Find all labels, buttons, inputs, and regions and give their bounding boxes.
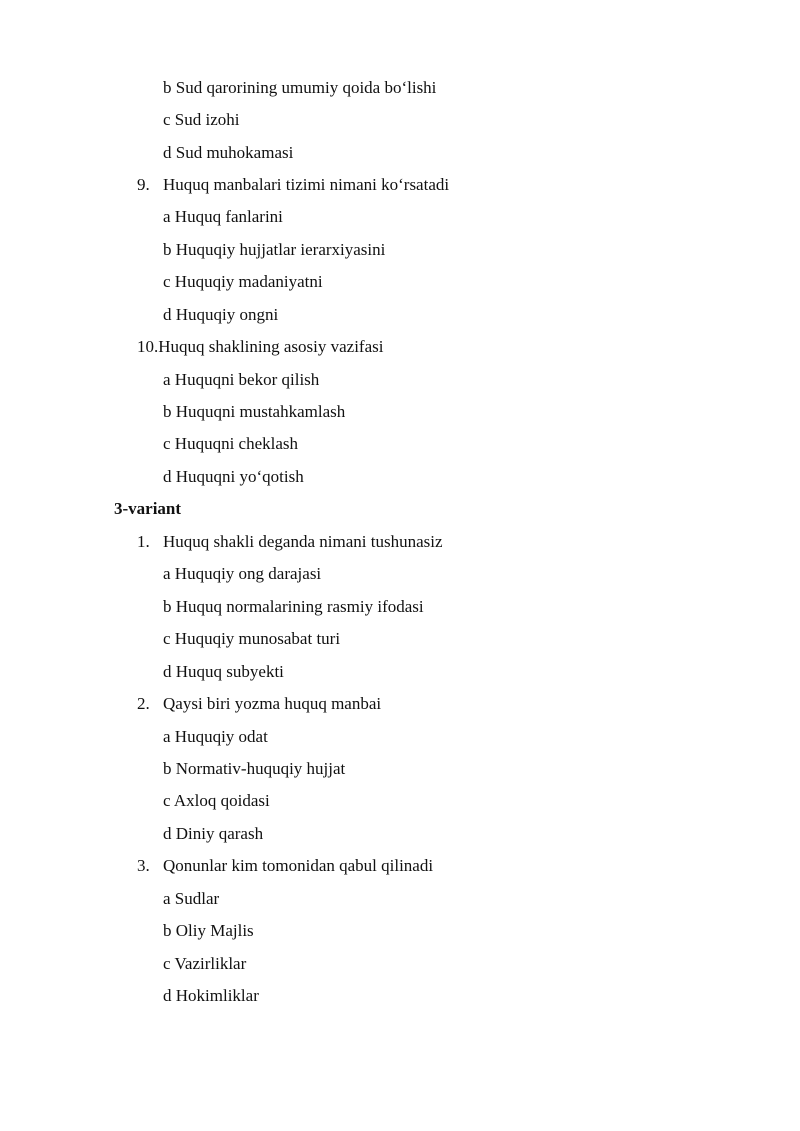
option-letter: c	[163, 110, 171, 129]
question-number: 1.	[137, 532, 150, 551]
option-text: Sudlar	[174, 889, 220, 908]
option-item	[163, 888, 219, 910]
question-text: Qonunlar kim tomonidan qabul qilinadi	[163, 856, 434, 875]
option-item	[163, 823, 263, 845]
option-letter: a	[163, 889, 171, 908]
option-text: Huquqiy hujjatlar ierarxiyasini	[175, 240, 386, 259]
question-number: 3.	[137, 856, 150, 875]
option-item	[163, 790, 270, 812]
option-letter: b	[163, 597, 172, 616]
option-text: Huquqiy odat	[174, 727, 268, 746]
question-item	[137, 855, 433, 877]
option-letter: a	[163, 370, 171, 389]
option-item	[163, 401, 345, 423]
option-text: Axloq qoidasi	[173, 791, 270, 810]
option-letter: a	[163, 564, 171, 583]
option-letter: b	[163, 759, 172, 778]
option-item	[163, 206, 283, 228]
question-text: Qaysi biri yozma huquq manbai	[163, 694, 382, 713]
option-text: Huquqiy munosabat turi	[174, 629, 341, 648]
option-text: Huquqni mustahkamlash	[175, 402, 346, 421]
option-letter: d	[163, 662, 172, 681]
option-letter: d	[163, 986, 172, 1005]
option-item	[163, 466, 304, 488]
question-number: 2.	[137, 694, 150, 713]
option-text: Sud izohi	[174, 110, 240, 129]
option-item	[163, 758, 345, 780]
option-text: Huquq fanlarini	[174, 207, 283, 226]
question-text: Huquq shaklining asosiy vazifasi	[158, 337, 384, 356]
question-text: Huquq manbalari tizimi nimani ko‘rsatadi	[163, 175, 450, 194]
option-letter: d	[163, 143, 172, 162]
option-letter: d	[163, 467, 172, 486]
option-letter: c	[163, 272, 171, 291]
option-text: Huquq normalarining rasmiy ifodasi	[175, 597, 424, 616]
question-item	[120, 174, 449, 196]
option-item	[163, 369, 319, 391]
option-letter: b	[163, 402, 172, 421]
option-item	[163, 304, 278, 326]
option-text: Vazirliklar	[174, 954, 247, 973]
option-text: Huquq subyekti	[175, 662, 284, 681]
option-item	[163, 596, 424, 618]
option-text: Huquqiy ong darajasi	[174, 564, 322, 583]
option-letter: c	[163, 629, 171, 648]
option-text: Diniy qarash	[175, 824, 264, 843]
option-item	[163, 142, 293, 164]
option-item	[163, 726, 268, 748]
option-item	[163, 953, 246, 975]
option-letter: b	[163, 78, 172, 97]
question-text: Huquq shakli deganda nimani tushunasiz	[163, 532, 443, 551]
option-item	[163, 920, 254, 942]
option-text: Sud qarorining umumiy qoida bo‘lishi	[175, 78, 437, 97]
option-letter: c	[163, 954, 171, 973]
question-number: 9.	[137, 175, 150, 194]
option-text: Sud muhokamasi	[175, 143, 294, 162]
option-item	[163, 239, 385, 261]
option-text: Huquqiy madaniyatni	[174, 272, 323, 291]
question-item	[137, 693, 381, 715]
section-heading: 3-variant	[114, 499, 182, 518]
option-item	[163, 433, 298, 455]
option-item	[163, 77, 436, 99]
option-item	[163, 271, 323, 293]
option-text: Normativ-huquqiy hujjat	[175, 759, 346, 778]
option-letter: d	[163, 305, 172, 324]
option-text: Huquqni bekor qilish	[174, 370, 320, 389]
option-letter: c	[163, 791, 171, 810]
option-letter: b	[163, 921, 172, 940]
option-letter: b	[163, 240, 172, 259]
option-text: Huquqni cheklash	[174, 434, 299, 453]
question-item	[137, 531, 443, 553]
option-letter: d	[163, 824, 172, 843]
option-item	[163, 985, 259, 1007]
question-number: 10.	[137, 337, 159, 356]
option-letter: c	[163, 434, 171, 453]
option-item	[163, 628, 340, 650]
option-item	[163, 661, 284, 683]
option-letter: a	[163, 727, 171, 746]
option-text: Hokimliklar	[175, 986, 259, 1005]
option-text: Huquqiy ongni	[175, 305, 279, 324]
option-text: Oliy Majlis	[175, 921, 254, 940]
option-item	[163, 109, 240, 131]
option-text: Huquqni yo‘qotish	[175, 467, 304, 486]
question-item	[137, 336, 383, 358]
option-item	[163, 563, 321, 585]
option-letter: a	[163, 207, 171, 226]
